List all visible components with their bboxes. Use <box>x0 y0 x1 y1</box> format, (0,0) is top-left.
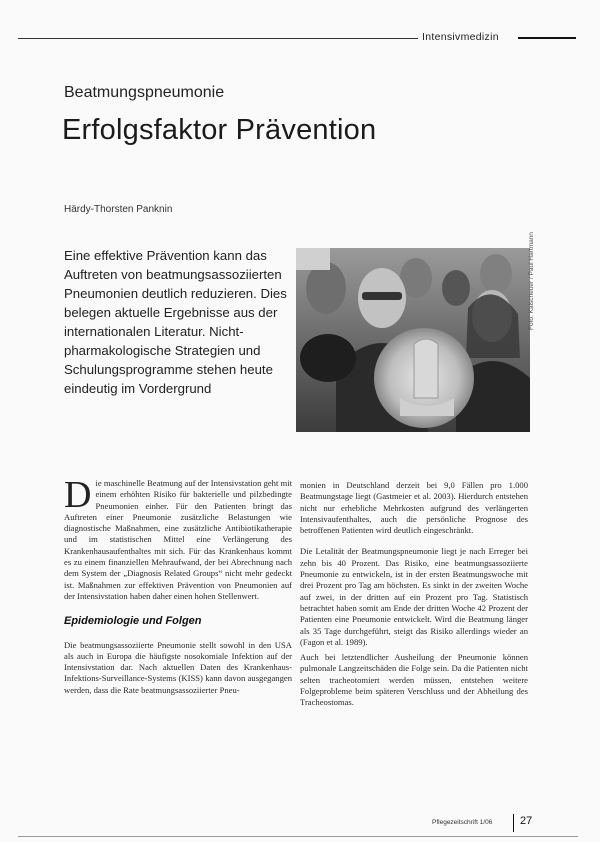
photo-credit: Foto: Kalscheuer / Paul Hartmann <box>528 232 535 330</box>
author-byline: Härdy-Thorsten Panknin <box>64 204 173 215</box>
section-label: Intensivmedizin <box>422 31 499 43</box>
body-column-right <box>300 480 528 713</box>
paragraph-letalitaet: Die Letalität der Beatmungspneumonie liegt je nach Erreger bei zehn bis 40 Prozent. Das Risiko, eine beatmungsassoziierte Pneumonie zu entwickeln, ist in der ersten Beatmungswoche mit drei Prozent pro Tag am höchsten. Es sinkt in der zweiten Woche auf zwei, in der dritten auf ein Prozent pro Tag. Statistisch betrachtet haben somit am Ende der dritten Woche 42 Prozent der Patienten eine Pneumonie entwickelt. Wird die Beatmung länger als 35 Tage durchgeführt, steigt das Risiko allerdings wieder an (Fagon et al. 1989). <box>300 546 528 647</box>
footer-separator <box>513 814 514 832</box>
body-column-left <box>64 474 292 700</box>
article-photo <box>296 248 530 432</box>
section-underline <box>518 37 576 39</box>
paragraph-intro: Die maschinelle Beatmung auf der Intensivstation geht mit einem erhöhten Risiko für bakterielle und pilzbedingte Pneumonien einher. Für den Patienten bringt das Auftreten einer Pneumonie zusätzliche Belastungen wie diagnostische Maßnahmen, eine zusätzliche Antibiotikatherapie und im statistischen Mittel eine Verlängerung des Krankenhausaufenthaltes mit sich. Für das Krankenhaus kommt es zu einem finanziellen Mehraufwand, der bei Abrechnung nach dem System der „Diagnosis Related Groups“ nicht mehr gedeckt ist. Maßnahmen zur effektiven Prävention von Pneumonien auf der Intensivstation haben daher einen hohen Stellenwert. <box>64 474 292 601</box>
section-heading-epidemiologie: Epidemiologie und Folgen <box>64 615 202 628</box>
lead-paragraph: Eine effektive Prävention kann das Auftreten von beatmungsassoziierten Pneumonien deutlich reduzieren. Dies belegen aktuelle Ergebnisse aus der internationalen Literatur. Nicht-pharmakologische Strategien und Schulungsprogramme stehen heute eindeutig im Vordergrund <box>64 248 287 396</box>
journal-issue: Pflegezeitschrift 1/06 <box>432 819 493 826</box>
article-subtitle: Beatmungspneumonie <box>64 84 225 101</box>
page-number: 27 <box>520 815 533 827</box>
footer-rule <box>18 836 578 837</box>
paragraph-epidemiologie: Die beatmungsassoziierte Pneumonie stellt sowohl in den USA als auch in Europa die häufigste nosokomiale Infektion auf der Intensivstation dar. Nach aktuellen Daten des Krankenhaus-Infektions-Surveillance-Systems (KISS) kann davon ausgegangen werden, dass die Rate beatmungsassoziierter Pneu- <box>64 639 292 695</box>
dropcap: D <box>64 474 92 516</box>
article-title: Erfolgsfaktor Prävention <box>62 114 377 146</box>
paragraph-rates: monien in Deutschland derzeit bei 9,0 Fällen pro 1.000 Beatmungstage liegt (Gastmeier et al. 2003). Hierdurch entstehen nicht nur erhebliche Mehrkosten aufgrund des verlängerten Intensivaufenthaltes, auch die persönliche Prognose des betroffenen Patienten wird deutlich eingeschränkt. <box>300 480 528 536</box>
paragraph-langzeitschaeden: Auch bei letztendlicher Ausheilung der Pneumonie können pulmonale Langzeitschäden die Folge sein. Da die Patienten nicht selten tracheotomiert werden müssen, entstehen weitere Folgeprobleme beim späteren Verschluss und der Abheilung des Tracheostomas. <box>300 652 528 708</box>
